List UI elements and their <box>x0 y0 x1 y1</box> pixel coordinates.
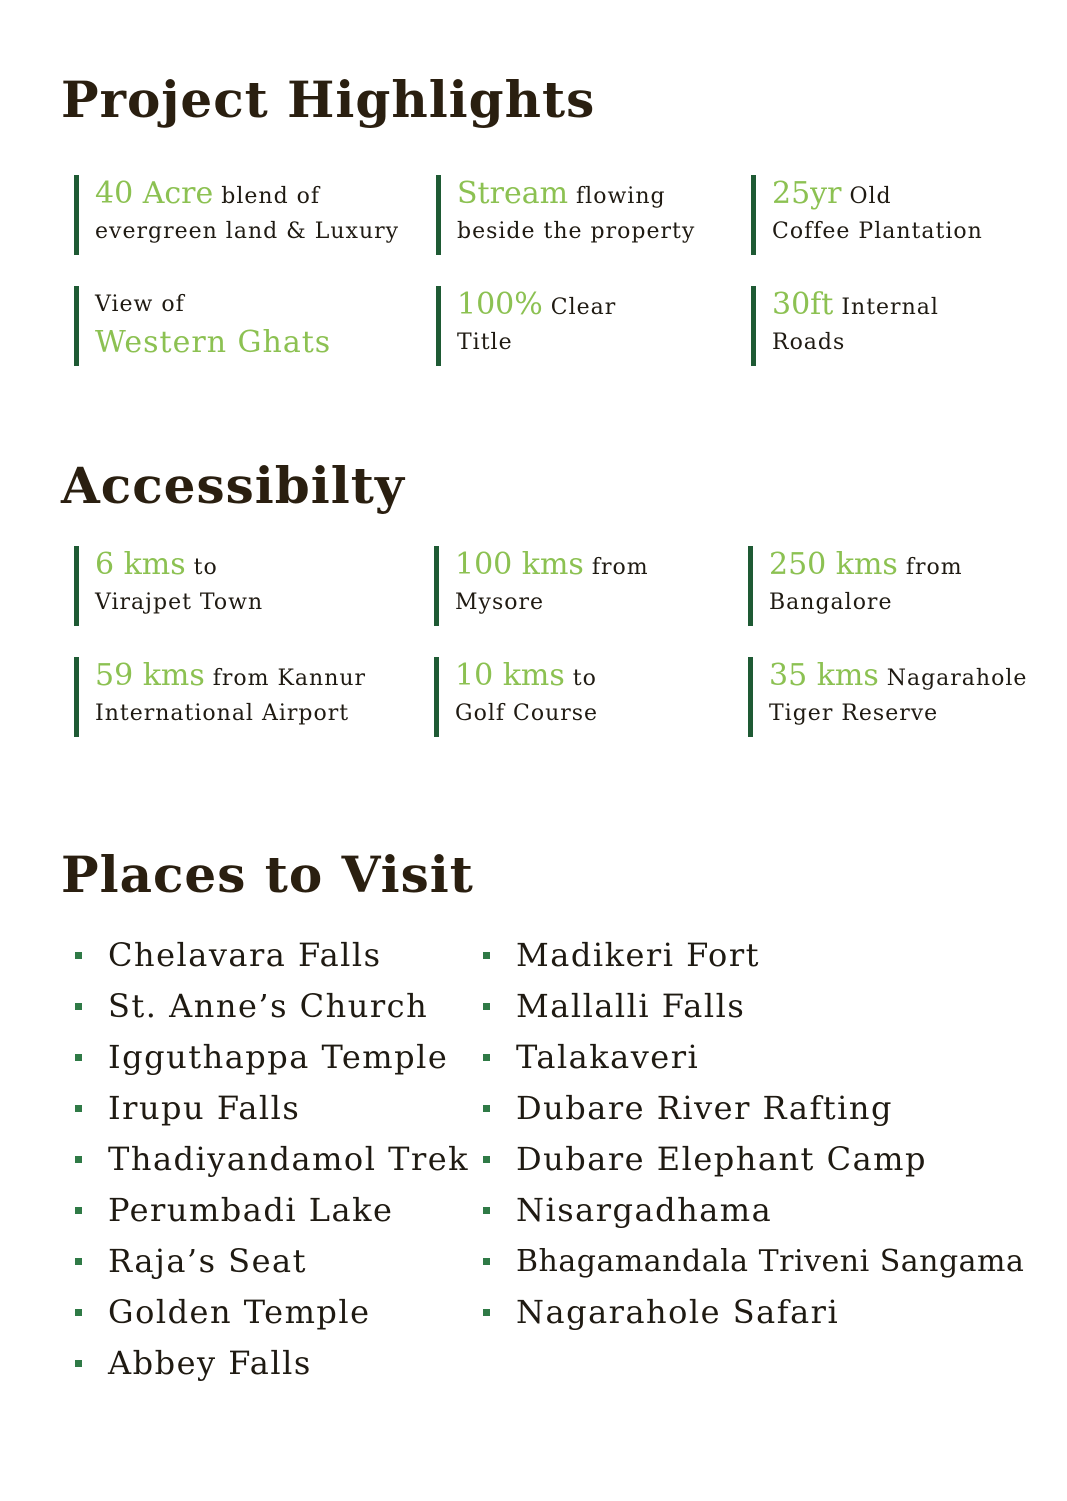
place-name: Perumbadi Lake <box>108 1191 394 1229</box>
places-list-left <box>75 930 469 1389</box>
place-name: Mallalli Falls <box>516 987 746 1025</box>
place-item <box>75 981 469 1032</box>
highlight-value: Western Ghats <box>95 325 332 360</box>
bullet-icon <box>483 1105 490 1112</box>
places-list-right <box>483 930 1024 1338</box>
highlight-value: 100% <box>457 287 543 322</box>
place-name: Raja’s Seat <box>108 1242 307 1280</box>
place-item <box>75 1236 469 1287</box>
access-card-golf <box>434 657 598 737</box>
access-distance: 10 kms <box>455 658 565 693</box>
bullet-icon <box>75 952 82 959</box>
access-text: from <box>897 555 963 580</box>
highlight-text: Internal <box>833 295 939 320</box>
place-name: Thadiyandamol Trek <box>108 1140 470 1178</box>
bullet-icon <box>75 1156 82 1163</box>
place-item <box>75 1185 469 1236</box>
access-distance: 6 kms <box>95 547 186 582</box>
highlight-subtext: Title <box>457 330 513 355</box>
bullet-icon <box>483 1156 490 1163</box>
highlight-text: flowing <box>568 184 666 209</box>
place-name: Igguthappa Temple <box>108 1038 449 1076</box>
highlight-subtext: Coffee Plantation <box>772 219 983 244</box>
place-item <box>75 1338 469 1389</box>
place-name: Abbey Falls <box>108 1344 312 1382</box>
place-name: Chelavara Falls <box>108 936 382 974</box>
place-name: Golden Temple <box>108 1293 371 1331</box>
access-text: from Kannur <box>204 666 367 691</box>
bullet-icon <box>483 1207 490 1214</box>
place-item <box>75 1032 469 1083</box>
bullet-icon <box>75 1309 82 1316</box>
highlight-text: Old <box>841 184 892 209</box>
access-distance: 35 kms <box>769 658 879 693</box>
place-item <box>483 930 1024 981</box>
bullet-icon <box>75 1003 82 1010</box>
place-item <box>483 1287 1024 1338</box>
access-text: to <box>564 666 597 691</box>
access-distance: 59 kms <box>95 658 205 693</box>
bullet-icon <box>75 1105 82 1112</box>
access-destination: Tiger Reserve <box>769 701 939 726</box>
place-item <box>75 1083 469 1134</box>
place-item <box>483 981 1024 1032</box>
place-item <box>75 1287 469 1338</box>
place-name: Dubare Elephant Camp <box>516 1140 927 1178</box>
access-distance: 100 kms <box>455 547 584 582</box>
highlight-card-land <box>74 175 399 255</box>
bullet-icon <box>75 1054 82 1061</box>
place-name: Bhagamandala Triveni Sangama <box>516 1244 1025 1279</box>
access-card-nagarahole <box>748 657 1027 737</box>
places-title: Places to Visit <box>61 845 474 904</box>
place-name: Madikeri Fort <box>516 936 760 974</box>
access-distance: 250 kms <box>769 547 898 582</box>
access-card-bangalore <box>748 546 963 626</box>
place-item <box>483 1134 1024 1185</box>
highlight-text: Clear <box>542 295 617 320</box>
highlight-value: 25yr <box>772 176 842 211</box>
place-name: Dubare River Rafting <box>516 1089 893 1127</box>
highlight-card-title <box>436 286 616 366</box>
access-text: from <box>583 555 649 580</box>
place-name: Nagarahole Safari <box>516 1293 840 1331</box>
access-card-mysore <box>434 546 649 626</box>
place-name: St. Anne’s Church <box>108 987 429 1025</box>
access-destination: International Airport <box>95 701 350 726</box>
place-name: Nisargadhama <box>516 1191 773 1229</box>
highlight-value: Stream <box>457 176 569 211</box>
project-highlights-title: Project Highlights <box>61 70 596 129</box>
access-card-virajpet <box>74 546 263 626</box>
highlight-value: 30ft <box>772 287 834 322</box>
place-name: Irupu Falls <box>108 1089 301 1127</box>
accessibility-title: Accessibilty <box>61 456 405 515</box>
access-destination: Golf Course <box>455 701 599 726</box>
bullet-icon <box>483 1003 490 1010</box>
access-text: Nagarahole <box>878 666 1028 691</box>
highlight-card-roads <box>751 286 939 366</box>
highlight-value: 40 Acre <box>95 176 214 211</box>
bullet-icon <box>75 1360 82 1367</box>
place-item <box>483 1185 1024 1236</box>
access-text: to <box>185 555 218 580</box>
place-item <box>483 1083 1024 1134</box>
highlight-subtext: beside the property <box>457 219 696 244</box>
bullet-icon <box>483 1309 490 1316</box>
access-destination: Mysore <box>455 590 545 615</box>
place-item <box>75 930 469 981</box>
bullet-icon <box>483 952 490 959</box>
highlight-subtext: evergreen land & Luxury <box>95 219 400 244</box>
highlight-text: blend of <box>213 184 321 209</box>
place-item <box>75 1134 469 1185</box>
highlight-card-ghats <box>74 286 331 366</box>
bullet-icon <box>75 1207 82 1214</box>
highlight-pretext: View of <box>95 292 185 317</box>
bullet-icon <box>483 1258 490 1265</box>
place-name: Talakaveri <box>516 1038 700 1076</box>
access-destination: Virajpet Town <box>95 590 264 615</box>
bullet-icon <box>75 1258 82 1265</box>
highlight-subtext: Roads <box>772 330 846 355</box>
highlight-card-coffee <box>751 175 983 255</box>
access-card-kannur <box>74 657 366 737</box>
place-item <box>483 1236 1024 1287</box>
bullet-icon <box>483 1054 490 1061</box>
place-item <box>483 1032 1024 1083</box>
access-destination: Bangalore <box>769 590 893 615</box>
highlight-card-stream <box>436 175 695 255</box>
